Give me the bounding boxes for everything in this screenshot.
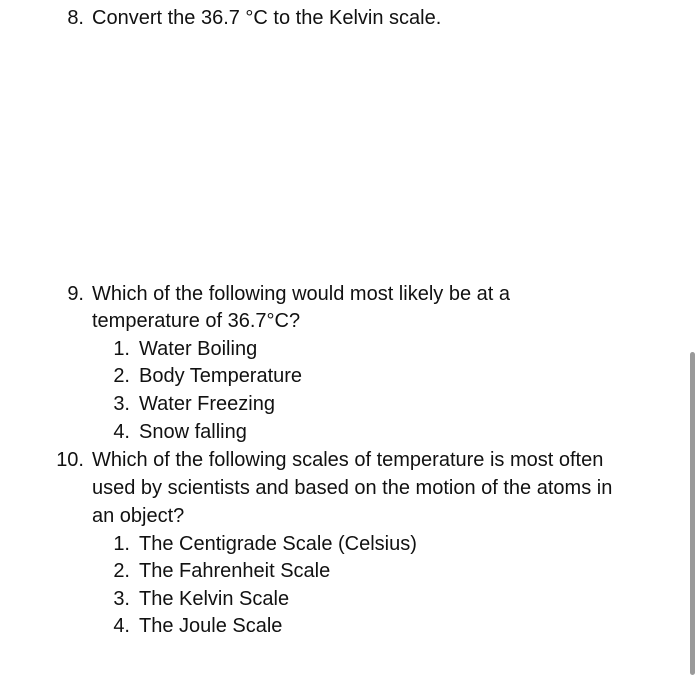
- question-10: [55, 447, 685, 473]
- option-number: 1.: [113, 338, 130, 360]
- question-text-continued: an object?: [92, 505, 185, 527]
- option-text: Water Freezing: [139, 393, 275, 415]
- option-text: Snow falling: [139, 421, 247, 443]
- option-text: The Centigrade Scale (Celsius): [139, 533, 417, 555]
- question-text: Which of the following would most likely be at a: [92, 283, 510, 305]
- question-text: Which of the following scales of temperature is most often: [92, 449, 604, 471]
- option-text: Water Boiling: [139, 338, 258, 360]
- option-number: 4.: [113, 615, 130, 637]
- question-text-continued: used by scientists and based on the motion of the atoms in: [92, 477, 613, 499]
- vertical-scrollbar[interactable]: [690, 352, 695, 675]
- option-text: The Kelvin Scale: [139, 588, 290, 610]
- option-number: 2.: [113, 560, 130, 582]
- option-text: Body Temperature: [139, 365, 303, 387]
- option-number: 2.: [113, 365, 130, 387]
- question-number: 8.: [67, 7, 84, 29]
- option-number: 3.: [113, 393, 130, 415]
- question-9: [55, 281, 675, 307]
- question-number: 9.: [67, 283, 84, 305]
- question-text: Convert the 36.7 °C to the Kelvin scale.: [92, 7, 442, 29]
- option-number: 4.: [113, 421, 130, 443]
- option-number: 3.: [113, 588, 130, 610]
- option-number: 1.: [113, 533, 130, 555]
- option-text: The Fahrenheit Scale: [139, 560, 331, 582]
- question-number: 10.: [56, 449, 84, 471]
- option-text: The Joule Scale: [139, 615, 283, 637]
- question-text-continued: temperature of 36.7°C?: [92, 310, 301, 332]
- question-8: [55, 5, 675, 31]
